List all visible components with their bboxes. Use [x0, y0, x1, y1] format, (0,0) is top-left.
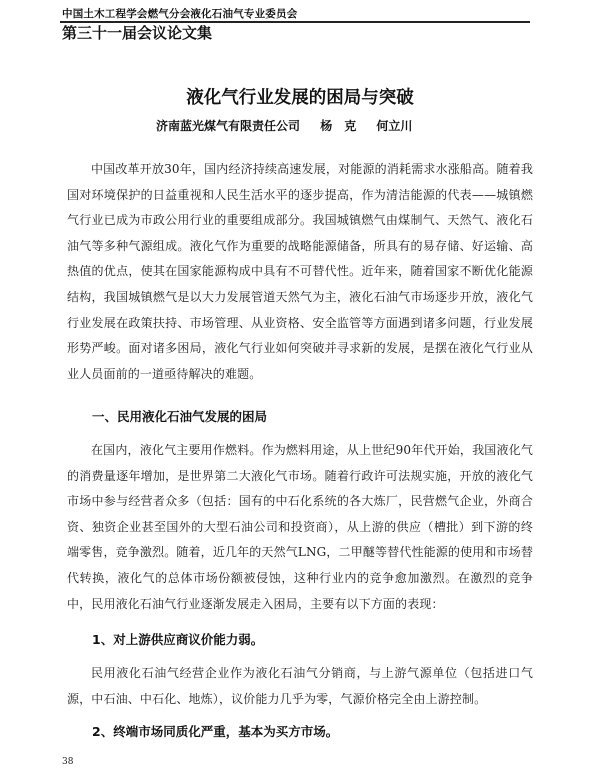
subsection-heading: 2、终端市场同质化严重，基本为买方市场。 — [92, 724, 339, 739]
running-header-organization: 中国土木工程学会燃气分会液化石油气专业委员会 — [62, 8, 298, 20]
author-line — [156, 117, 428, 134]
subsection-heading: 1、对上游供应商议价能力弱。 — [92, 632, 264, 647]
author-name: 杨 克 — [320, 119, 357, 133]
subsection-paragraph: 民用液化石油气经营企业作为液化石油气分销商，与上游气源单位（包括进口气源，中石油、中石化、地炼），议价能力几乎为零，气源价格完全由上游控制。 — [67, 666, 533, 706]
running-header-conference: 第三十一届会议论文集 — [62, 24, 213, 42]
article-title: 液化气行业发展的困局与突破 — [186, 88, 414, 108]
page-number: 38 — [62, 757, 74, 767]
section-paragraph: 在国内，液化气主要用作燃料。作为燃料用途，从上世纪90年代开始，我国液化气的消费量逐年增加，是世界第二大液化气市场。随着行政许可法规实施，开放的液化气市场中参与经营者众多（包括：国有的中石化系统的各大炼厂，民营燃气企业，外商合资、独资企业甚至国外的大型石油公司和投资商），从上游的供应（槽批）到下游的终端零售，竞争激烈。随着，近几年的天然气LNG，二甲醚等替代性能源的使用和市场替代转换，液化气的总体市场份额被侵蚀，这种行业内的竞争愈加激烈。在激烈的竞争中，民用液化石油气行业逐渐发展走入困局，主要有以下方面的表现： — [67, 443, 533, 611]
author-affiliation: 济南蓝光煤气有限责任公司 — [156, 119, 301, 133]
author-name: 何立川 — [376, 119, 413, 133]
section-heading: 一、民用液化石油气发展的困局 — [92, 409, 268, 424]
intro-paragraph: 中国改革开放30年，国内经济持续高速发展，对能源的消耗需求水涨船高。随着我国对环境保护的日益重视和人民生活水平的逐步提高，作为清洁能源的代表——城镇燃气行业已成为市政公用行业的重要组成部分。我国城镇燃气由煤制气、天然气、液化石油气等多种气源组成。液化气作为重要的战略能源储备，所具有的易存储、好运输、高热值的优点，使其在国家能源构成中具有不可替代性。近年来，随着国家不断优化能源结构，我国城镇燃气是以大力发展管道天然气为主，液化石油气市场逐步开放，液化气行业发展在政策扶持、市场管理、从业资格、安全监管等方面遇到诸多问题，行业发展形势严峻。面对诸多困局，液化气行业如何突破并寻求新的发展，是摆在液化气行业从业人员面前的一道亟待解决的难题。 — [67, 162, 533, 381]
